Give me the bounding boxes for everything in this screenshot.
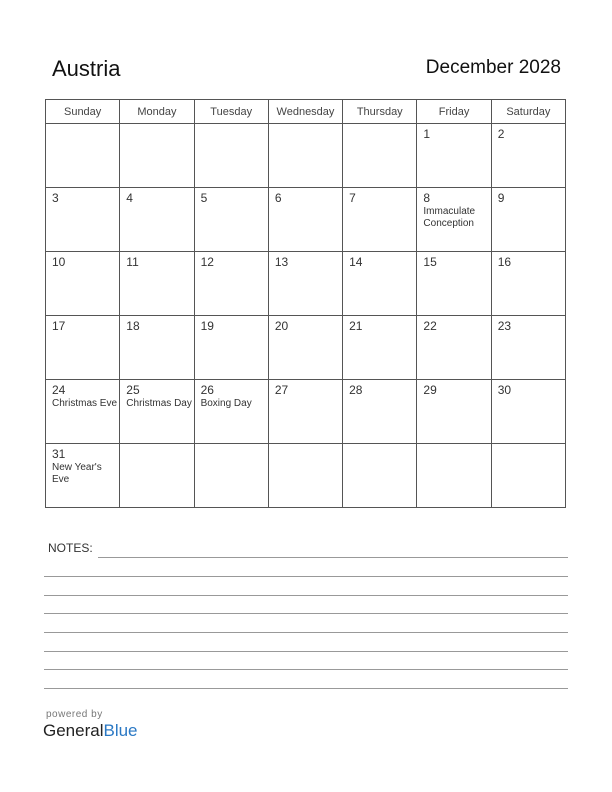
day-number: 15 — [423, 255, 437, 269]
day-cell — [120, 252, 194, 316]
day-cell — [194, 252, 268, 316]
day-number: 13 — [274, 255, 289, 269]
day-number: 11 — [126, 255, 139, 269]
day-number: 1 — [423, 127, 431, 141]
day-number: 17 — [52, 319, 66, 333]
country-title: Austria — [52, 56, 121, 81]
day-number: 27 — [274, 383, 289, 397]
day-number: 16 — [497, 255, 512, 269]
day-cell — [417, 380, 491, 444]
day-number: 18 — [126, 319, 140, 333]
day-number: 28 — [349, 383, 363, 397]
day-number: 30 — [497, 383, 512, 397]
notes-line — [44, 669, 568, 670]
notes-label: NOTES: — [48, 541, 93, 555]
day-number: 24 — [52, 383, 66, 397]
day-cell — [417, 188, 491, 252]
day-cell — [343, 252, 417, 316]
day-cell — [491, 444, 565, 508]
day-number: 10 — [52, 255, 66, 269]
weekday-monday: Monday — [120, 100, 194, 124]
day-number: 12 — [200, 255, 214, 269]
day-cell — [46, 124, 120, 188]
day-cell — [120, 444, 194, 508]
week-row — [46, 316, 566, 380]
notes-line — [44, 688, 568, 689]
day-cell — [268, 188, 342, 252]
day-cell — [194, 444, 268, 508]
week-row — [46, 188, 566, 252]
day-cell — [46, 380, 120, 444]
day-cell — [417, 444, 491, 508]
week-row — [46, 124, 566, 188]
holiday-label: Boxing Day — [200, 398, 252, 409]
holiday-label: Christmas Day — [126, 398, 192, 409]
day-number: 8 — [423, 191, 431, 205]
powered-by-text: powered by — [46, 709, 103, 720]
day-number: 31 — [52, 447, 66, 461]
day-number: 9 — [497, 191, 505, 205]
day-number: 14 — [349, 255, 363, 269]
day-cell — [491, 124, 565, 188]
day-cell — [268, 444, 342, 508]
day-cell — [46, 252, 120, 316]
logo-blue: Blue — [103, 721, 138, 740]
day-number: 7 — [349, 191, 356, 205]
day-cell — [343, 316, 417, 380]
day-number: 2 — [497, 127, 505, 141]
day-cell — [491, 316, 565, 380]
day-cell — [46, 316, 120, 380]
weekday-thursday: Thursday — [343, 100, 417, 124]
day-cell — [417, 316, 491, 380]
holiday-label: Immaculate Conception — [423, 206, 476, 229]
month-title: December 2028 — [425, 57, 561, 78]
notes-line — [44, 613, 568, 614]
day-cell — [343, 124, 417, 188]
day-number: 21 — [349, 319, 363, 333]
day-cell — [343, 380, 417, 444]
day-cell — [491, 252, 565, 316]
day-cell — [417, 252, 491, 316]
day-cell — [417, 124, 491, 188]
weekday-friday: Friday — [417, 100, 491, 124]
day-number: 3 — [52, 191, 59, 205]
day-number: 19 — [200, 319, 214, 333]
day-cell — [46, 188, 120, 252]
weekday-saturday: Saturday — [491, 100, 565, 124]
day-number: 6 — [274, 191, 282, 205]
notes-line — [44, 576, 568, 577]
week-row — [46, 380, 566, 444]
day-number: 23 — [497, 319, 512, 333]
holiday-label: New Year's Eve — [52, 462, 102, 485]
day-cell — [268, 252, 342, 316]
day-number: 26 — [200, 383, 214, 397]
day-cell — [268, 380, 342, 444]
day-number: 20 — [274, 319, 289, 333]
day-cell — [120, 124, 194, 188]
logo-general: General — [43, 721, 104, 740]
weekday-header-row — [46, 100, 566, 124]
day-cell — [268, 316, 342, 380]
day-cell — [343, 188, 417, 252]
day-number: 29 — [423, 383, 437, 397]
holiday-label: Christmas Eve — [52, 398, 118, 409]
day-number: 25 — [126, 383, 140, 397]
calendar-grid — [45, 99, 566, 508]
day-cell — [343, 444, 417, 508]
day-cell — [194, 124, 268, 188]
notes-line — [44, 595, 568, 596]
weekday-tuesday: Tuesday — [194, 100, 268, 124]
weekday-sunday: Sunday — [46, 100, 120, 124]
week-row — [46, 444, 566, 508]
day-cell — [120, 380, 194, 444]
generalblue-logo[interactable] — [43, 721, 138, 741]
day-cell — [491, 380, 565, 444]
weekday-wednesday: Wednesday — [268, 100, 342, 124]
day-cell — [194, 316, 268, 380]
day-cell — [194, 380, 268, 444]
day-cell — [46, 444, 120, 508]
day-cell — [120, 188, 194, 252]
day-cell — [268, 124, 342, 188]
week-row — [46, 252, 566, 316]
day-cell — [120, 316, 194, 380]
day-cell — [491, 188, 565, 252]
day-cell — [194, 188, 268, 252]
notes-line — [98, 557, 568, 558]
day-number: 22 — [423, 319, 437, 333]
day-number: 4 — [126, 191, 133, 205]
day-number: 5 — [200, 191, 208, 205]
notes-line — [44, 632, 568, 633]
notes-line — [44, 651, 568, 652]
